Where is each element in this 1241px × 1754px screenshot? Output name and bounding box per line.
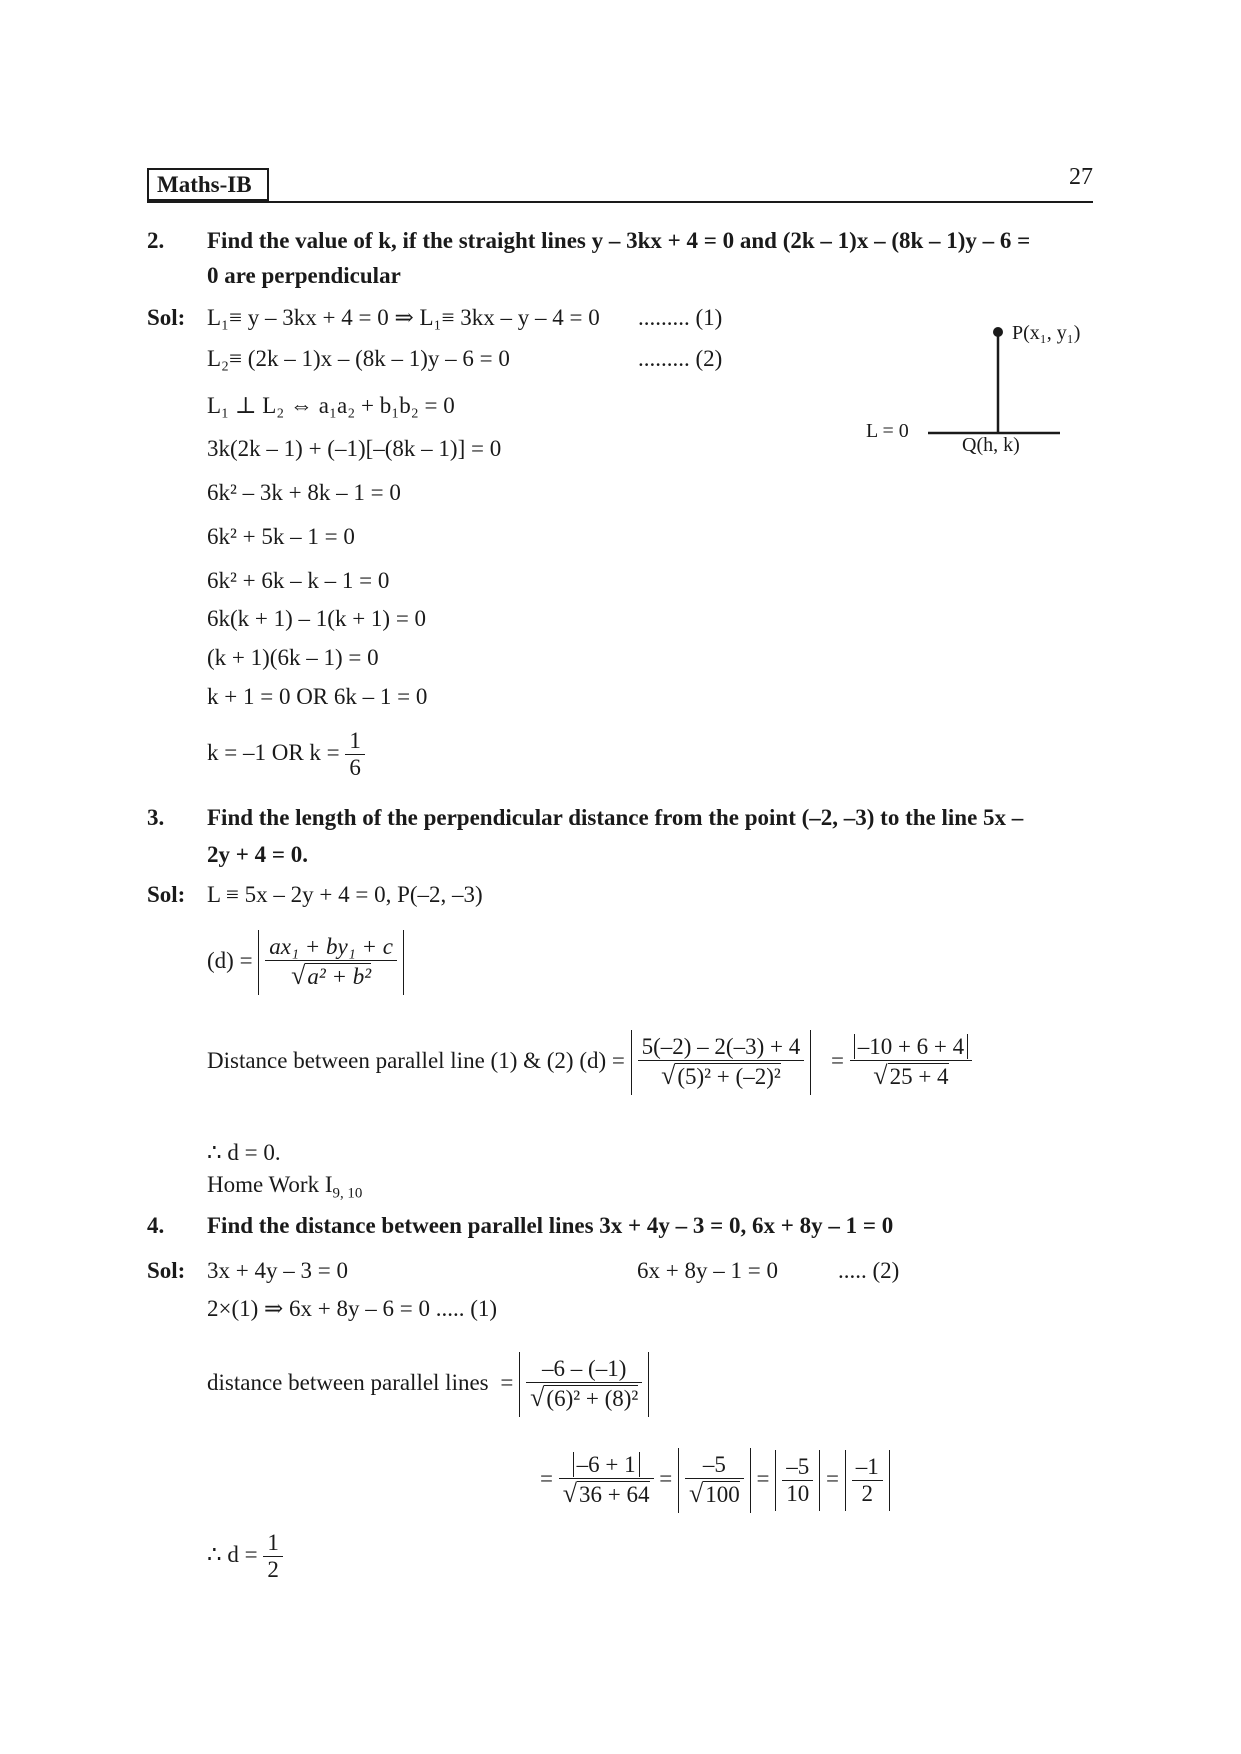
q2-step-5: 6k² – 3k + 8k – 1 = 0 <box>207 480 401 505</box>
q2-final-den: 6 <box>345 754 365 781</box>
q4-final-num: 1 <box>267 1530 279 1555</box>
q3-distance2-num: –10 + 6 + 4 <box>854 1034 968 1059</box>
q4-step1-den-wrap: √36 + 64 <box>559 1478 654 1509</box>
diagram-point-label: P(x₁, y₁) <box>1012 322 1081 344</box>
q4-step3-num: –5 <box>786 1454 810 1479</box>
q2-step-9: (k + 1)(6k – 1) = 0 <box>207 645 379 670</box>
q4-eq1: 3x + 4y – 3 = 0 <box>207 1258 348 1283</box>
q3-distance-line: Distance between parallel line (1) & (2) (d) = $\frac{5(-2) - 2(-3) + 4}{\text{√(5)² + (–2)²}}$ = $\frac{-10 + 6 + 4}{√25 + 4}$ <box>207 1030 972 1095</box>
q3-homework <box>207 1172 363 1202</box>
q4-distance-abs <box>519 1352 649 1417</box>
q3-given: L ≡ 5x – 2y + 4 = 0, P(–2, –3) <box>207 882 483 907</box>
q3-formula-den-wrap: √a² + b² <box>265 960 397 991</box>
q3-distance2-den-wrap: √25 + 4 <box>850 1060 972 1091</box>
q2-final <box>207 728 365 781</box>
q3-homework-text: Home Work I <box>207 1172 333 1197</box>
page-number: 27 <box>1069 164 1093 190</box>
q2-question-line1: Find the value of k, if the straight lines y – 3kx + 4 = 0 and (2k – 1)x – (8k – 1)y – 6 = <box>207 228 1031 253</box>
q3-distance2-frac <box>850 1034 972 1091</box>
q4-eq2-tag: ..... (2) <box>838 1258 900 1283</box>
q4-sol-label: Sol: <box>147 1258 186 1283</box>
q2-step-8: 6k(k + 1) – 1(k + 1) = 0 <box>207 606 427 631</box>
q3-distance-num: 5(–2) – 2(–3) + 4 <box>641 1034 801 1059</box>
q4-final-den: 2 <box>263 1556 283 1583</box>
q4-distance-den-wrap: √(6)² + (8)² <box>526 1382 642 1413</box>
q4-step4-num: –1 <box>855 1454 879 1479</box>
subject-label: Maths-IB <box>157 172 252 197</box>
q2-step-3: L₁ ⊥ L₂ ⇔ a₁a₂ + b₁b₂ = 0 <box>207 393 455 418</box>
header-rule <box>147 201 1093 203</box>
diagram-line-label: L = 0 <box>866 420 909 442</box>
q4-step3-frac <box>782 1454 813 1507</box>
q3-distance-den: (5)² + (–2)² <box>677 1064 781 1089</box>
q3-formula-frac <box>265 934 397 991</box>
q3-d-label: (d) = <box>207 947 253 973</box>
q2-final-fraction <box>345 728 365 781</box>
q2-step-7: 6k² + 6k – k – 1 = 0 <box>207 568 390 593</box>
q4-step3-abs <box>775 1450 820 1511</box>
q3-number: 3. <box>147 805 165 830</box>
q4-therefore: ∴ d = <box>207 1541 258 1567</box>
q4-step1-num-wrap <box>559 1452 654 1478</box>
q4-step4-abs <box>845 1450 890 1511</box>
q4-question: Find the distance between parallel lines 3x + 4y – 3 = 0, 6x + 8y – 1 = 0 <box>207 1213 894 1238</box>
q4-final-fraction <box>263 1530 283 1583</box>
q3-distance-frac <box>638 1034 805 1091</box>
q2-number: 2. <box>147 228 165 253</box>
q3-distance2-num-wrap <box>850 1034 972 1060</box>
q3-question-line1: Find the length of the perpendicular distance from the point (–2, –3) to the line 5x – <box>207 805 1024 830</box>
q4-distance-text: distance between parallel lines <box>207 1369 489 1395</box>
q4-distance-num: –6 – (–1) <box>542 1356 627 1381</box>
q4-step2-den-wrap: √100 <box>685 1478 744 1509</box>
q2-step-1: L₁≡ y – 3kx + 4 = 0 ⇒ L₁≡ 3kx – y – 4 = 0 <box>207 305 600 330</box>
q2-question-line2: 0 are perpendicular <box>207 263 401 288</box>
q4-step2-abs <box>678 1448 751 1513</box>
q4-eq3: 2×(1) ⇒ 6x + 8y – 6 = 0 ..... (1) <box>207 1296 498 1321</box>
diagram-foot-label: Q(h, k) <box>962 434 1020 456</box>
q3-d-label-2: (d) = <box>579 1047 625 1073</box>
q3-formula-num: ax₁ + by₁ + c <box>269 934 393 959</box>
q4-step2-frac <box>685 1452 744 1509</box>
q2-tag-2: ......... (2) <box>638 346 723 371</box>
q4-eq2: 6x + 8y – 1 = 0 <box>637 1258 778 1283</box>
q4-step1-num: –6 + 1 <box>573 1452 640 1477</box>
q4-distance-line: distance between parallel lines = $\frac{-6 - (-1)}{\text{√(6)² + (8)²}}$ <box>207 1352 649 1417</box>
q3-therefore: ∴ d = 0. <box>207 1140 281 1165</box>
q3-formula-den: a² + b² <box>307 964 372 989</box>
q2-step-2: L₂≡ (2k – 1)x – (8k – 1)y – 6 = 0 <box>207 346 510 371</box>
q4-distance-frac <box>526 1356 642 1413</box>
q3-distance-text: Distance between parallel line (1) & (2) <box>207 1047 574 1073</box>
q2-tag-1: ......... (1) <box>638 305 723 330</box>
q4-step1-frac <box>559 1452 654 1509</box>
q4-distance-den: (6)² + (8)² <box>546 1386 639 1411</box>
q3-sol-label: Sol: <box>147 882 186 907</box>
q2-final-prefix: k = –1 OR k = <box>207 739 340 765</box>
q4-final <box>207 1530 283 1583</box>
q4-step2-den: 100 <box>705 1482 740 1507</box>
q2-sol-label: Sol: <box>147 305 186 330</box>
q4-step1-den: 36 + 64 <box>579 1482 650 1507</box>
q3-formula-abs <box>258 930 404 995</box>
q3-question-line2: 2y + 4 = 0. <box>207 842 308 867</box>
q2-final-num: 1 <box>349 728 361 753</box>
subject-box <box>147 168 269 201</box>
q3-distance-den-wrap: √(5)² + (–2)² <box>638 1060 805 1091</box>
q3-distance2-den: 25 + 4 <box>889 1064 949 1089</box>
q3-distance-abs <box>631 1030 812 1095</box>
q4-step4-den: 2 <box>852 1480 883 1507</box>
q2-step-10: k + 1 = 0 OR 6k – 1 = 0 <box>207 684 428 709</box>
q2-step-4: 3k(2k – 1) + (–1)[–(8k – 1)] = 0 <box>207 436 502 461</box>
q3-homework-sub: 9, 10 <box>332 1185 363 1202</box>
q3-formula <box>207 930 404 995</box>
q4-step2-num: –5 <box>702 1452 726 1477</box>
q2-step-6: 6k² + 5k – 1 = 0 <box>207 524 355 549</box>
q4-simplification: = $\frac{-6 + 1}{√36 + 64}$ = $\frac{-5}{√100}$ = $\frac{-5}{10}$ = $\frac{-1}{2}$ <box>540 1448 890 1513</box>
q4-step4-frac <box>852 1454 883 1507</box>
q4-step3-den: 10 <box>782 1480 813 1507</box>
q4-number: 4. <box>147 1213 165 1238</box>
